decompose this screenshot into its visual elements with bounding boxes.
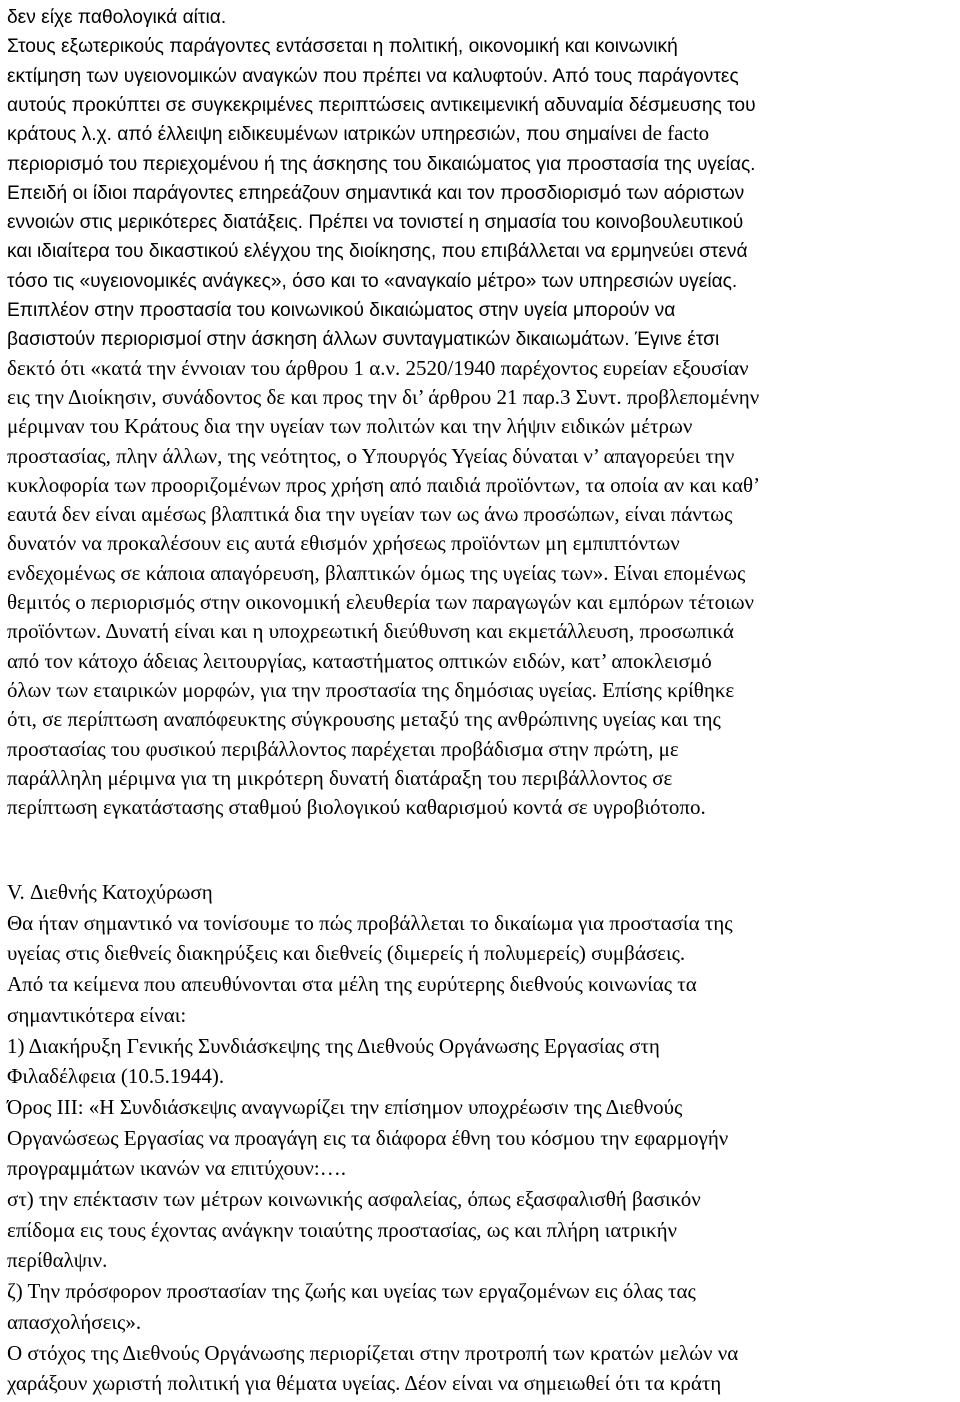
text-line — [7, 500, 732, 528]
text-segment: τόσο τις «υγειονομικές ανάγκες», όσο και το «αναγκαίο μέτρο» των υπηρεσιών υγείας. — [7, 270, 738, 292]
text-line — [7, 764, 672, 792]
text-line — [7, 1216, 677, 1244]
text-line — [7, 705, 721, 733]
text-segment: Στους εξωτερικούς παράγοντες εντάσσεται η πολιτική, οικονομική και κοινωνική — [7, 36, 678, 58]
text-segment: απασχολήσεις». — [7, 1309, 142, 1334]
text-line — [7, 2, 226, 30]
text-line — [7, 1246, 107, 1274]
text-line — [7, 1339, 738, 1367]
text-segment: επίδομα εις τους έχοντας ανάγκην τοιαύτης προστασίας, ως και πλήρη ιατρικήν — [7, 1217, 678, 1242]
text-line — [7, 647, 712, 675]
text-line — [7, 295, 675, 323]
text-segment: χαράξουν χωριστή πολιτική για θέματα υγείας. Δέον είναι να σημειωθεί ότι τα κράτη — [7, 1371, 722, 1396]
text-line — [7, 793, 706, 821]
text-segment: ότι, σε περίπτωση αναπόφευκτης σύγκρουσης μεταξύ της ανθρώπινης υγείας και της — [7, 707, 721, 732]
text-line — [7, 1369, 721, 1397]
text-line — [7, 970, 697, 998]
text-segment: Θα ήταν σημαντικό να τονίσουμε το πώς προβάλλεται το δικαίωμα για προστασία της — [7, 910, 733, 935]
text-line — [7, 1062, 224, 1090]
text-line — [7, 1308, 141, 1336]
text-segment: κράτους λ.χ. από έλλειψη ειδικευμένων ιατρικών υπηρεσιών, που σημαίνει — [7, 124, 643, 146]
text-segment: Από τα κείμενα που απευθύνονται στα μέλη της ευρύτερης διεθνούς κοινωνίας τα — [7, 972, 697, 997]
text-segment: όλων των εταιρικών μορφών, για την προστασία της δημόσιας υγείας. Επίσης κρίθηκε — [7, 677, 735, 702]
text-segment: Επιπλέον στην προστασία του κοινωνικού δικαιώματος στην υγεία μπορούν να — [7, 300, 676, 321]
text-segment: ενδεχομένως σε κάποια απαγόρευση, βλαπτικών όμως της υγείας των». Είναι επομένως — [7, 560, 746, 585]
text-line — [7, 354, 749, 382]
text-segment: σημαντικότερα είναι: — [7, 1002, 187, 1027]
text-line — [7, 1001, 186, 1029]
text-line — [7, 149, 756, 177]
text-line — [7, 266, 737, 294]
text-segment: προϊόντων. Δυνατή είναι και η υποχρεωτική διεύθυνση και εκμετάλλευση, προσωπικά — [7, 619, 734, 644]
text-line — [7, 471, 760, 499]
text-segment: δυνατόν να προκαλέσουν εις αυτά εθισμόν χρήσεως προϊόντων μη εμπιπτόντων — [7, 531, 680, 556]
text-line — [7, 617, 734, 645]
text-segment: 1) Διακήρυξη Γενικής Συνδιάσκεψης της Διεθνούς Οργάνωσης Εργασίας στη — [7, 1033, 660, 1058]
text-line — [7, 61, 739, 89]
text-segment: de facto — [642, 121, 710, 146]
text-segment: περίπτωση εγκατάστασης σταθμού βιολογικού καθαρισμού κοντά σε υγροβιότοπο. — [7, 795, 706, 820]
text-segment: περίθαλψιν. — [7, 1248, 108, 1273]
text-segment: Επειδή οι ίδιοι παράγοντες επηρεάζουν σημαντικά και τον προσδιορισμό των αόριστων — [7, 182, 745, 204]
text-line — [7, 207, 743, 235]
text-segment: V. Διεθνής Κατοχύρωση — [7, 880, 213, 904]
text-segment: Φιλαδέλφεια (10.5.1944). — [7, 1064, 225, 1089]
text-segment: εκτίμηση των υγειονομικών αναγκών που πρέπει να καλυφτούν. Από τους παράγοντες — [7, 65, 739, 87]
text-line — [7, 119, 709, 147]
text-segment: παράλληλη μέριμνα για τη μικρότερη δυνατή διατάραξη του περιβάλλοντος σε — [7, 765, 673, 790]
text-line — [7, 939, 685, 967]
text-line — [7, 324, 719, 352]
text-segment: στ) την επέκτασιν των μέτρων κοινωνικής ασφαλείας, όπως εξασφαλισθή βασικόν — [7, 1187, 701, 1211]
text-line — [7, 1185, 701, 1213]
text-line — [7, 735, 679, 763]
text-line — [7, 1124, 728, 1152]
text-line — [7, 412, 692, 440]
text-line — [7, 878, 213, 906]
text-segment: Πρέπει να τονιστεί η σημασία του κοινοβουλευτικού — [308, 212, 744, 234]
text-segment: προστασίας, πλην άλλων, της νεότητος, ο Υπουργός Υγείας δύναται ν’ απαγορεύει την — [7, 443, 735, 468]
text-line — [7, 676, 734, 704]
text-segment: αυτούς προκύπτει σε συγκεκριμένες περιπτώσεις αντικειμενική αδυναμία δέσμευσης του — [7, 94, 756, 116]
text-segment: ζ) Την πρόσφορον προστασίαν της ζωής και υγείας των εργαζομένων εις όλας τας — [7, 1279, 696, 1304]
text-line — [7, 559, 745, 587]
text-line — [7, 588, 754, 616]
text-segment: περιορισμό του περιεχομένου ή της άσκησης του δικαιώματος για προστασία της υγείας. — [7, 153, 756, 175]
text-segment: υγείας στις διεθνείς διακηρύξεις και διεθνείς (διμερείς ή πολυμερείς) συμβάσεις. — [7, 941, 686, 966]
text-line — [7, 178, 744, 206]
text-segment: από τον κάτοχο άδειας λειτουργίας, καταστήματος οπτικών ειδών, κατ’ αποκλεισμό — [7, 648, 712, 673]
text-segment: εννοιών στις μερικότερες διατάξεις. — [7, 212, 309, 234]
text-segment: κυκλοφορία των προοριζομένων προς χρήση από παιδιά προϊόντων, τα οποία αν και καθ’ — [7, 472, 761, 497]
text-line — [7, 236, 748, 264]
text-segment: εαυτά δεν είναι αμέσως βλαπτικά δια την υγείαν των ως άνω προσώπων, είναι πάντως — [7, 502, 733, 527]
text-segment: βασιστούν περιορισμοί στην άσκηση άλλων συνταγματικών δικαιωμάτων. Έγινε έτσι — [7, 329, 720, 351]
text-segment: δεν είχε παθολογικά αίτια. — [7, 7, 227, 28]
text-line — [7, 1093, 682, 1121]
text-segment: προστασίας του φυσικού περιβάλλοντος παρέχεται προβάδισμα στην πρώτη, με — [7, 736, 679, 761]
text-segment: και ιδιαίτερα του δικαστικού ελέγχου της διοίκησης, που επιβάλλεται να ερμηνεύει στενά — [7, 241, 748, 263]
text-line — [7, 442, 734, 470]
text-segment: δεκτό ότι «κατά την έννοιαν του άρθρου 1 α.ν. 2520/1940 παρέχοντος ευρείαν εξουσίαν — [7, 355, 749, 380]
text-line — [7, 383, 759, 411]
text-line — [7, 529, 680, 557]
text-segment: Ο στόχος της Διεθνούς Οργάνωσης περιορίζεται στην προτροπή των κρατών μελών να — [7, 1340, 739, 1365]
text-line — [7, 1277, 696, 1305]
text-segment: προγραμμάτων ικανών να επιτύχουν:…. — [7, 1156, 346, 1181]
text-segment: μέριμναν του Κράτους δια την υγείαν των πολιτών και την λήψιν ειδικών μέτρων — [7, 414, 693, 439]
text-line — [7, 31, 678, 59]
text-segment: εις την Διοίκησιν, συνάδοντος δε και προς την δι’ άρθρου 21 παρ.3 Συντ. προβλεπομένην — [7, 384, 760, 409]
text-line — [7, 909, 733, 937]
text-segment: Όρος ΙΙΙ: «Η Συνδιάσκεψις αναγνωρίζει την επίσημον υποχρέωσιν της Διεθνούς — [7, 1094, 683, 1119]
text-line — [7, 1154, 346, 1182]
text-segment: Οργανώσεως Εργασίας να προαγάγη εις τα διάφορα έθνη του κόσμου την εφαρμογήν — [7, 1125, 729, 1150]
text-line — [7, 1032, 660, 1060]
text-segment: θεμιτός ο περιορισμός στην οικονομική ελευθερία των παραγωγών και εμπόρων τέτοιων — [7, 590, 755, 614]
text-line — [7, 90, 756, 118]
